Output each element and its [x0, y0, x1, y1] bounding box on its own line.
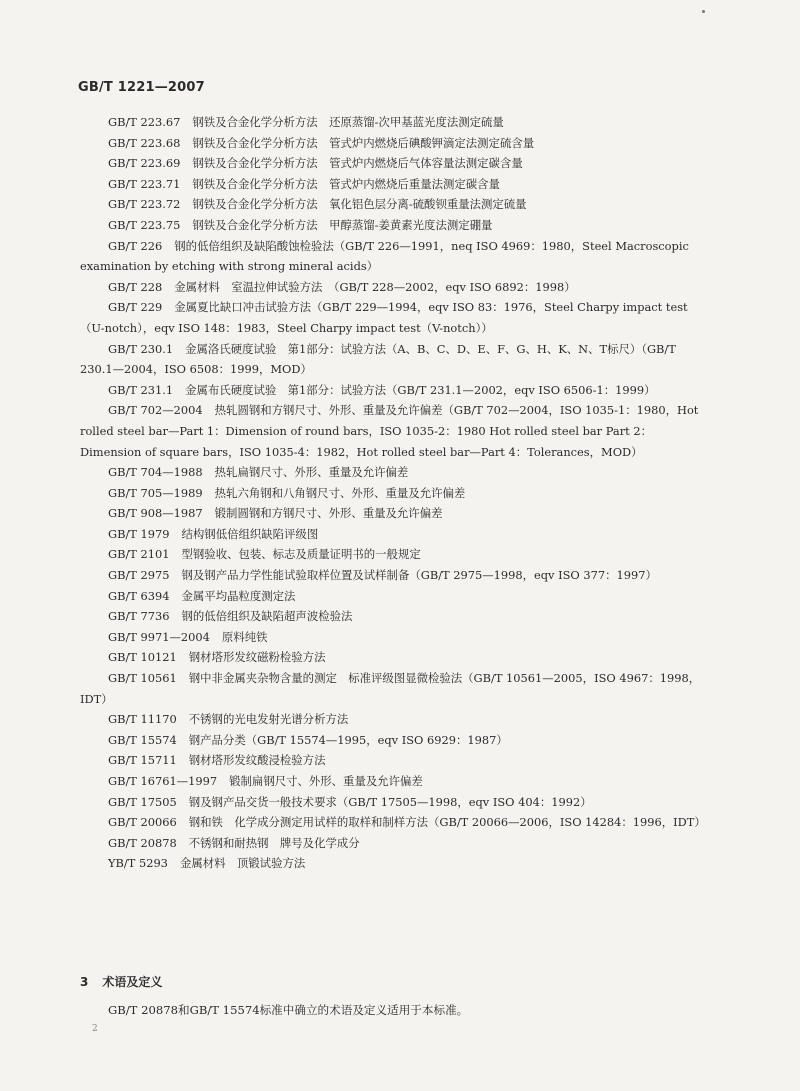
reference-code: GB/T 223.72 [108, 197, 181, 212]
reference-title: 不锈钢的光电发射光谱分析方法 [188, 712, 349, 727]
reference-code: GB/T 223.68 [108, 135, 181, 150]
reference-code: GB/T 1979 [108, 526, 170, 541]
reference-code: GB/T 226 [108, 238, 163, 253]
reference-entry [80, 833, 710, 854]
reference-code: GB/T 16761—1997 [108, 774, 218, 788]
reference-title: 钢及钢产品力学性能试验取样位置及试样制备（GB/T 2975—1998，eqv ISO 377：1997） [181, 568, 657, 583]
reference-title: 钢材塔形发纹磁粉检验方法 [188, 650, 326, 665]
reference-code: GB/T 223.75 [108, 217, 181, 232]
reference-code: GB/T 908—1987 [108, 506, 203, 521]
reference-entry [80, 812, 710, 833]
reference-code: GB/T 223.71 [108, 176, 181, 191]
normative-references-list [80, 112, 710, 874]
reference-code: GB/T 11170 [108, 712, 177, 727]
reference-entry [80, 606, 710, 627]
reference-code: GB/T 704—1988 [108, 465, 203, 480]
reference-title: 钢的低倍组织及缺陷酸蚀检验法（GB/T 226—1991，neq ISO 4969：1980，Steel Macroscopic examination by etching with strong mineral acids） [80, 238, 689, 274]
reference-entry [80, 462, 710, 483]
reference-title: 金属夏比缺口冲击试验方法（GB/T 229—1994，eqv ISO 83：1976，Steel Charpy impact test（U-notch），eqv ISO 148：1983，Steel Charpy impact test（V-notch）） [80, 300, 688, 335]
section-title: 术语及定义 [102, 975, 163, 989]
reference-entry [80, 277, 710, 298]
reference-entry [80, 400, 710, 462]
page-number: 2 [92, 1024, 98, 1034]
scan-dot [702, 10, 705, 13]
reference-title: 钢铁及合金化学分析方法 还原蒸馏-次甲基蓝光度法测定硫量 [192, 115, 504, 129]
reference-entry [80, 586, 710, 607]
reference-code: GB/T 705—1989 [108, 485, 203, 500]
reference-title: 钢中非金属夹杂物含量的测定 标准评级图显微检验法（GB/T 10561—2005，ISO 4967：1998，IDT） [80, 671, 701, 706]
reference-title: 钢铁及合金化学分析方法 管式炉内燃烧后重量法测定碳含量 [192, 176, 500, 191]
reference-code: GB/T 17505 [108, 794, 177, 809]
reference-title: 钢产品分类（GB/T 15574—1995，eqv ISO 6929：1987） [188, 732, 508, 747]
reference-entry [80, 133, 710, 154]
reference-entry [80, 524, 710, 545]
reference-code: GB/T 20878 [108, 835, 177, 850]
reference-code: GB/T 7736 [108, 609, 170, 624]
reference-code: GB/T 228 [108, 279, 163, 294]
reference-title: 钢和铁 化学成分测定用试样的取样和制样方法（GB/T 20066—2006，ISO 14284：1996，IDT） [188, 815, 706, 830]
reference-code: GB/T 10561 [108, 671, 177, 686]
reference-entry [80, 771, 710, 792]
reference-title: 金属洛氏硬度试验 第1部分：试验方法（A、B、C、D、E、F、G、H、K、N、T标尺）（GB/T 230.1—2004，ISO 6508：1999，MOD） [80, 341, 676, 377]
reference-code: GB/T 223.67 [108, 115, 181, 129]
reference-title: 结构钢低倍组织缺陷评级图 [181, 526, 319, 541]
reference-entry [80, 215, 710, 236]
section-number: 3 [80, 975, 89, 989]
reference-title: 金属材料 室温拉伸试验方法 （GB/T 228—2002，eqv ISO 6892：1998） [174, 279, 576, 294]
reference-code: GB/T 230.1 [108, 341, 174, 356]
reference-title: 金属平均晶粒度测定法 [181, 588, 296, 603]
reference-code: GB/T 9971—2004 [108, 629, 210, 644]
reference-title: 钢材塔形发纹酸浸检验方法 [188, 753, 326, 768]
reference-title: 型钢验收、包装、标志及质量证明书的一般规定 [181, 547, 421, 562]
reference-entry [80, 339, 710, 380]
reference-code: GB/T 15574 [108, 732, 177, 747]
reference-title: 金属材料 顶锻试验方法 [179, 856, 306, 871]
reference-code: GB/T 10121 [108, 650, 177, 665]
reference-entry [80, 668, 710, 709]
reference-code: GB/T 2975 [108, 568, 170, 583]
reference-title: 钢铁及合金化学分析方法 管式炉内燃烧后气体容量法测定碳含量 [192, 156, 523, 171]
reference-title: 热轧六角钢和八角钢尺寸、外形、重量及允许偏差 [214, 485, 466, 500]
reference-code: GB/T 229 [108, 300, 163, 315]
reference-entry [80, 792, 710, 813]
reference-title: 原料纯铁 [221, 629, 268, 644]
reference-code: GB/T 20066 [108, 815, 177, 830]
reference-code: GB/T 223.69 [108, 156, 181, 171]
reference-title: 锻制扁钢尺寸、外形、重量及允许偏差 [229, 774, 423, 788]
reference-entry [80, 730, 710, 751]
reference-entry [80, 174, 710, 195]
reference-entry [80, 853, 710, 874]
reference-title: 钢铁及合金化学分析方法 氧化铝色层分离-硫酸钡重量法测定硫量 [192, 197, 527, 212]
reference-code: GB/T 15711 [108, 753, 177, 768]
reference-code: GB/T 702—2004 [108, 403, 203, 418]
reference-entry [80, 565, 710, 586]
reference-entry [80, 297, 710, 338]
reference-title: 钢的低倍组织及缺陷超声波检验法 [181, 609, 353, 624]
reference-entry [80, 112, 710, 133]
reference-title: 钢铁及合金化学分析方法 甲醇蒸馏-姜黄素光度法测定硼量 [192, 217, 493, 232]
section-body: GB/T 20878和GB/T 15574标准中确立的术语及定义适用于本标准。 [108, 1003, 469, 1017]
reference-code: YB/T 5293 [108, 856, 168, 871]
reference-entry [80, 503, 710, 524]
reference-title: 锻制圆钢和方钢尺寸、外形、重量及允许偏差 [214, 506, 443, 521]
reference-entry [80, 750, 710, 771]
reference-title: 钢铁及合金化学分析方法 管式炉内燃烧后碘酸钾滴定法测定硫含量 [192, 135, 535, 150]
reference-code: GB/T 231.1 [108, 382, 174, 397]
reference-title: 不锈钢和耐热钢 牌号及化学成分 [188, 835, 360, 850]
page-header: GB/T 1221—2007 [78, 80, 205, 95]
reference-code: GB/T 2101 [108, 547, 170, 562]
reference-entry [80, 194, 710, 215]
reference-entry [80, 544, 710, 565]
reference-title: 热轧扁钢尺寸、外形、重量及允许偏差 [214, 465, 409, 480]
reference-title: 热轧圆钢和方钢尺寸、外形、重量及允许偏差（GB/T 702—2004，ISO 1035-1：1980，Hot rolled steel bar—Part 1：Dimension of round bars，ISO 1035-2：1980 Hot rolled steel bar Part 2：Dimension of square bars，ISO 1035-4：1982，Hot rolled steel bar—Part 4：Tolerances，MOD） [80, 403, 699, 459]
reference-entry [80, 627, 710, 648]
reference-entry [80, 709, 710, 730]
reference-entry [80, 647, 710, 668]
section-heading [80, 973, 162, 990]
reference-entry [80, 153, 710, 174]
reference-code: GB/T 6394 [108, 588, 170, 603]
reference-title: 金属布氏硬度试验 第1部分：试验方法（GB/T 231.1—2002，eqv ISO 6506-1：1999） [185, 382, 656, 397]
reference-entry [80, 236, 710, 277]
reference-entry [80, 380, 710, 401]
reference-entry [80, 483, 710, 504]
reference-title: 钢及钢产品交货一般技术要求（GB/T 17505—1998，eqv ISO 404：1992） [188, 794, 592, 809]
